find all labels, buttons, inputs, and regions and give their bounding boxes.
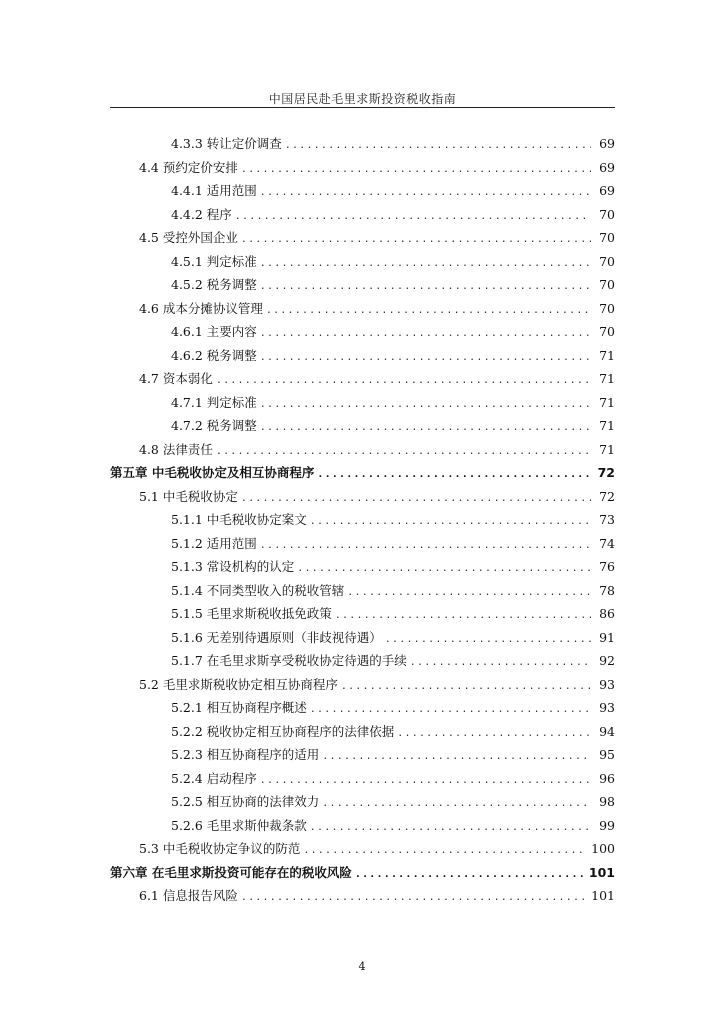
toc-entry-title: 4.7 资本弱化 [139, 371, 213, 386]
toc-entry[interactable] [171, 183, 615, 199]
toc-leader-dots [285, 138, 591, 154]
toc-entry[interactable] [171, 771, 615, 787]
toc-entry-page: 76 [599, 559, 615, 574]
toc-entry-title: 5.2.1 相互协商程序概述 [171, 700, 307, 715]
toc-leader-dots [317, 467, 591, 483]
toc-entry-page: 70 [599, 300, 615, 316]
toc-leader-dots [241, 162, 591, 178]
toc-entry[interactable] [139, 160, 615, 176]
toc-entry[interactable] [171, 536, 615, 552]
toc-leader-dots [216, 373, 591, 389]
toc-entry-title: 5.1.4 不同类型收入的税收管辖 [171, 582, 345, 598]
toc-entry[interactable] [171, 348, 615, 364]
toc-entry-title: 4.7.1 判定标准 [171, 394, 257, 410]
toc-entry-title: 4.7.2 税务调整 [171, 418, 257, 433]
toc-entry-title: 5.2.4 启动程序 [171, 770, 257, 786]
toc-entry-page: 100 [591, 841, 615, 856]
toc-entry[interactable] [139, 442, 615, 458]
toc-entry-page: 71 [599, 347, 615, 363]
toc-leader-dots [260, 185, 591, 201]
toc-entry-page: 73 [599, 512, 615, 527]
toc-entry-title: 5.1.3 常设机构的认定 [171, 559, 295, 574]
toc-entry[interactable] [139, 888, 615, 904]
toc-entry-page: 71 [599, 441, 615, 457]
toc-leader-dots [297, 561, 591, 577]
toc-leader-dots [260, 326, 591, 342]
toc-entry-title: 4.6 成本分摊协议管理 [139, 300, 263, 316]
toc-entry-page: 93 [599, 676, 615, 692]
toc-leader-dots [260, 538, 591, 554]
toc-leader-dots [216, 444, 591, 460]
toc-leader-dots [260, 420, 591, 436]
toc-entry[interactable] [171, 418, 615, 434]
toc-entry[interactable] [110, 465, 615, 481]
toc-leader-dots [241, 232, 591, 248]
toc-entry[interactable] [171, 136, 615, 152]
toc-entry-page: 92 [599, 653, 615, 668]
toc-entry[interactable] [171, 254, 615, 270]
toc-entry-page: 78 [599, 582, 615, 598]
toc-entry-title: 第六章 在毛里求斯投资可能存在的税收风险 [110, 864, 352, 880]
toc-entry[interactable] [139, 489, 615, 505]
toc-leader-dots [260, 773, 591, 789]
toc-leader-dots [322, 749, 591, 765]
toc-entry-title: 4.5 受控外国企业 [139, 230, 238, 245]
toc-entry[interactable] [171, 277, 615, 293]
toc-entry[interactable] [171, 724, 615, 740]
toc-leader-dots [303, 843, 587, 859]
toc-entry[interactable] [171, 324, 615, 340]
toc-leader-dots [310, 514, 591, 530]
toc-leader-dots [266, 303, 591, 319]
toc-leader-dots [310, 820, 591, 836]
toc-entry-title: 5.2.2 税收协定相互协商程序的法律依据 [171, 723, 395, 739]
toc-leader-dots [310, 702, 591, 718]
toc-leader-dots [335, 608, 591, 624]
toc-leader-dots [397, 726, 591, 742]
toc-entry-title: 4.5.2 税务调整 [171, 277, 257, 292]
toc-entry[interactable] [171, 630, 615, 646]
toc-entry-title: 5.1 中毛税收协定 [139, 488, 238, 504]
toc-leader-dots [241, 491, 591, 507]
toc-entry-page: 95 [599, 747, 615, 762]
toc-leader-dots [341, 679, 591, 695]
toc-leader-dots [260, 397, 591, 413]
toc-leader-dots [322, 796, 591, 812]
toc-entry-page: 99 [599, 817, 615, 833]
toc-entry[interactable] [171, 700, 615, 716]
header-divider [110, 107, 615, 108]
toc-entry[interactable] [110, 865, 615, 881]
toc-entry-page: 86 [599, 606, 615, 621]
toc-entry-title: 5.1.2 适用范围 [171, 535, 257, 551]
toc-entry-page: 70 [599, 253, 615, 269]
toc-entry-page: 98 [599, 794, 615, 809]
toc-entry-title: 5.2.3 相互协商程序的适用 [171, 747, 320, 762]
toc-entry-title: 5.1.5 毛里求斯税收抵免政策 [171, 606, 332, 621]
toc-entry-page: 74 [599, 535, 615, 551]
toc-entry[interactable] [139, 230, 615, 246]
toc-entry[interactable] [139, 301, 615, 317]
toc-entry[interactable] [171, 818, 615, 834]
toc-entry-title: 4.4 预约定价安排 [139, 159, 238, 175]
toc-entry-title: 4.3.3 转让定价调查 [171, 136, 282, 151]
toc-entry[interactable] [171, 395, 615, 411]
toc-entry-title: 4.4.2 程序 [171, 206, 232, 222]
toc-entry[interactable] [139, 371, 615, 387]
toc-entry-page: 70 [599, 230, 615, 245]
toc-entry[interactable] [139, 677, 615, 693]
toc-entry-page: 91 [599, 629, 615, 645]
toc-entry-title: 第五章 中毛税收协定及相互协商程序 [110, 465, 315, 480]
toc-leader-dots [410, 655, 591, 671]
toc-entry[interactable] [171, 583, 615, 599]
toc-entry-title: 5.1.1 中毛税收协定案文 [171, 512, 307, 527]
toc-entry[interactable] [171, 606, 615, 622]
toc-entry[interactable] [139, 841, 615, 857]
page-number: 4 [358, 960, 366, 973]
toc-entry-title: 5.1.6 无差别待遇原则（非歧视待遇） [171, 629, 382, 645]
toc-entry-page: 93 [599, 700, 615, 715]
toc-leader-dots [347, 585, 591, 601]
toc-entry-page: 70 [599, 206, 615, 222]
toc-entry-title: 5.2 毛里求斯税收协定相互协商程序 [139, 676, 338, 692]
toc-entry[interactable] [171, 747, 615, 763]
toc-entry-page: 72 [599, 488, 615, 504]
toc-entry-page: 94 [599, 723, 615, 739]
toc-entry-title: 4.6.2 税务调整 [171, 347, 257, 363]
toc-leader-dots [260, 350, 591, 366]
toc-entry-page: 69 [599, 136, 615, 151]
toc-entry[interactable] [171, 794, 615, 810]
toc-entry-title: 4.6.1 主要内容 [171, 324, 257, 339]
toc-entry-page: 101 [588, 864, 615, 880]
toc-leader-dots [385, 632, 591, 648]
toc-entry[interactable] [171, 512, 615, 528]
toc-entry-page: 70 [599, 277, 615, 292]
toc-entry-page: 72 [597, 465, 615, 480]
toc-entry-title: 5.3 中毛税收协定争议的防范 [139, 841, 301, 856]
toc-entry-title: 5.1.7 在毛里求斯享受税收协定待遇的手续 [171, 653, 407, 668]
toc-leader-dots [235, 209, 591, 225]
toc-leader-dots [260, 256, 591, 272]
toc-leader-dots [355, 867, 585, 883]
toc-entry[interactable] [171, 207, 615, 223]
toc-leader-dots [260, 279, 591, 295]
toc-entry-page: 69 [599, 183, 615, 198]
toc-entry-page: 71 [599, 418, 615, 433]
toc-entry-title: 5.2.6 毛里求斯仲裁条款 [171, 817, 307, 833]
toc-entry-page: 71 [599, 371, 615, 386]
running-header: 中国居民赴毛里求斯投资税收指南 [268, 92, 457, 106]
toc-entry-page: 69 [599, 159, 615, 175]
toc-entry-title: 6.1 信息报告风险 [139, 888, 238, 903]
toc-entry-title: 4.5.1 判定标准 [171, 253, 257, 269]
toc-leader-dots [241, 890, 587, 906]
toc-entry-page: 71 [599, 394, 615, 410]
toc-entry-page: 96 [599, 770, 615, 786]
toc-entry-page: 70 [599, 324, 615, 339]
toc-entry[interactable] [171, 559, 615, 575]
toc-entry-title: 4.4.1 适用范围 [171, 183, 257, 198]
toc-entry[interactable] [171, 653, 615, 669]
toc-entry-title: 4.8 法律责任 [139, 441, 213, 457]
toc-entry-title: 5.2.5 相互协商的法律效力 [171, 794, 320, 809]
toc-entry-page: 101 [591, 888, 615, 903]
